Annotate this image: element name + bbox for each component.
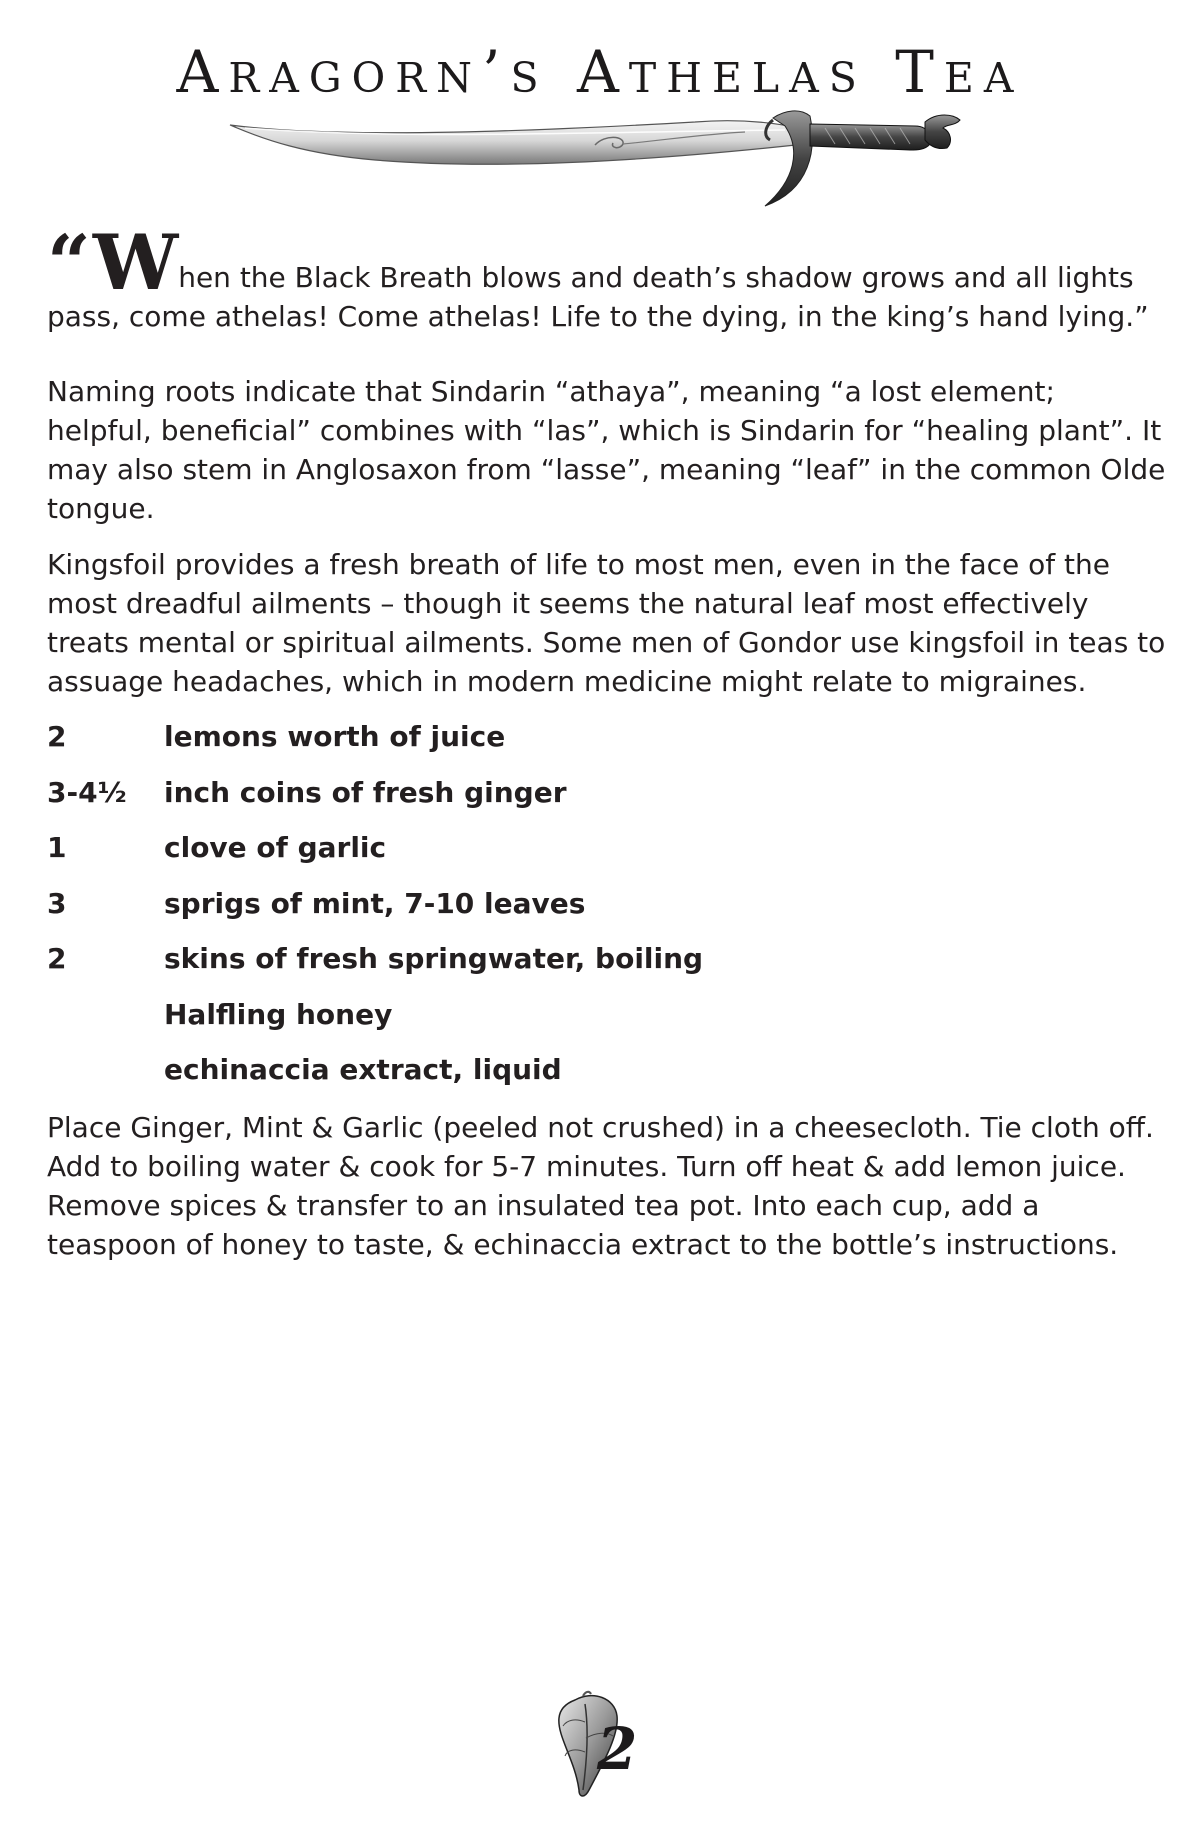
- ingredient-row: [47, 1048, 1147, 1104]
- ingredient-row: [47, 771, 1147, 827]
- ingredient-description: clove of garlic: [164, 831, 387, 864]
- ingredient-quantity: 2: [47, 720, 67, 753]
- ingredient-quantity: 3-4½: [47, 775, 127, 809]
- dropcap-letter: W: [92, 218, 179, 307]
- ingredient-description: echinaccia extract, liquid: [164, 1053, 562, 1086]
- ingredient-row: [47, 715, 1147, 771]
- ingredient-description: lemons worth of juice: [164, 720, 506, 753]
- ingredient-list: [47, 715, 1147, 1104]
- dropcap-quote-mark: “: [47, 218, 93, 307]
- ingredient-row: [47, 882, 1147, 938]
- page-number: 2: [597, 1715, 638, 1783]
- kingsfoil-paragraph: Kingsfoil provides a fresh breath of life to most men, even in the face of the most dreadful ailments – though it seems the natural leaf most effectively treats mental or spiritual ailments. Some men of Gondor use kingsfoil in teas to assuage headaches, which in modern medicine might relate to migraines.: [47, 548, 1166, 698]
- sword-icon: [225, 110, 985, 240]
- ingredient-quantity: 2: [47, 942, 67, 975]
- method-paragraph: Place Ginger, Mint & Garlic (peeled not crushed) in a cheesecloth. Tie cloth off. Add to boiling water & cook for 5-7 minutes. Turn off heat & add lemon juice. Remove spices & transfer to an insulated tea pot. Into each cup, add a teaspoon of honey to taste, & echinaccia extract to the bottle’s instructions.: [47, 1111, 1154, 1261]
- ingredient-description: sprigs of mint, 7-10 leaves: [164, 886, 586, 920]
- ingredient-quantity: 3: [47, 886, 67, 920]
- ingredient-description: skins of fresh springwater, boiling: [164, 942, 704, 975]
- naming-roots-paragraph: Naming roots indicate that Sindarin “athaya”, meaning “a lost element; helpful, beneficial” combines with “las”, which is Sindarin for “healing plant”. It may also stem in Anglosaxon from “lasse”, meaning “leaf” in the common Olde tongue.: [47, 375, 1166, 525]
- quote-text: hen the Black Breath blows and death’s shadow grows and all lights pass, come athelas! Come athelas! Life to the dying, in the king’s hand lying.”: [47, 261, 1149, 333]
- page-title: Aragorn’s Athelas Tea: [176, 38, 1024, 106]
- opening-quote: [47, 218, 1167, 336]
- dropcap: [47, 218, 178, 307]
- ingredient-row: [47, 826, 1147, 882]
- ingredient-row: [47, 993, 1147, 1049]
- ingredient-row: [47, 937, 1147, 993]
- ingredient-description: inch coins of fresh ginger: [164, 775, 567, 809]
- ingredient-description: Halfling honey: [164, 997, 393, 1031]
- ingredient-quantity: 1: [47, 831, 67, 864]
